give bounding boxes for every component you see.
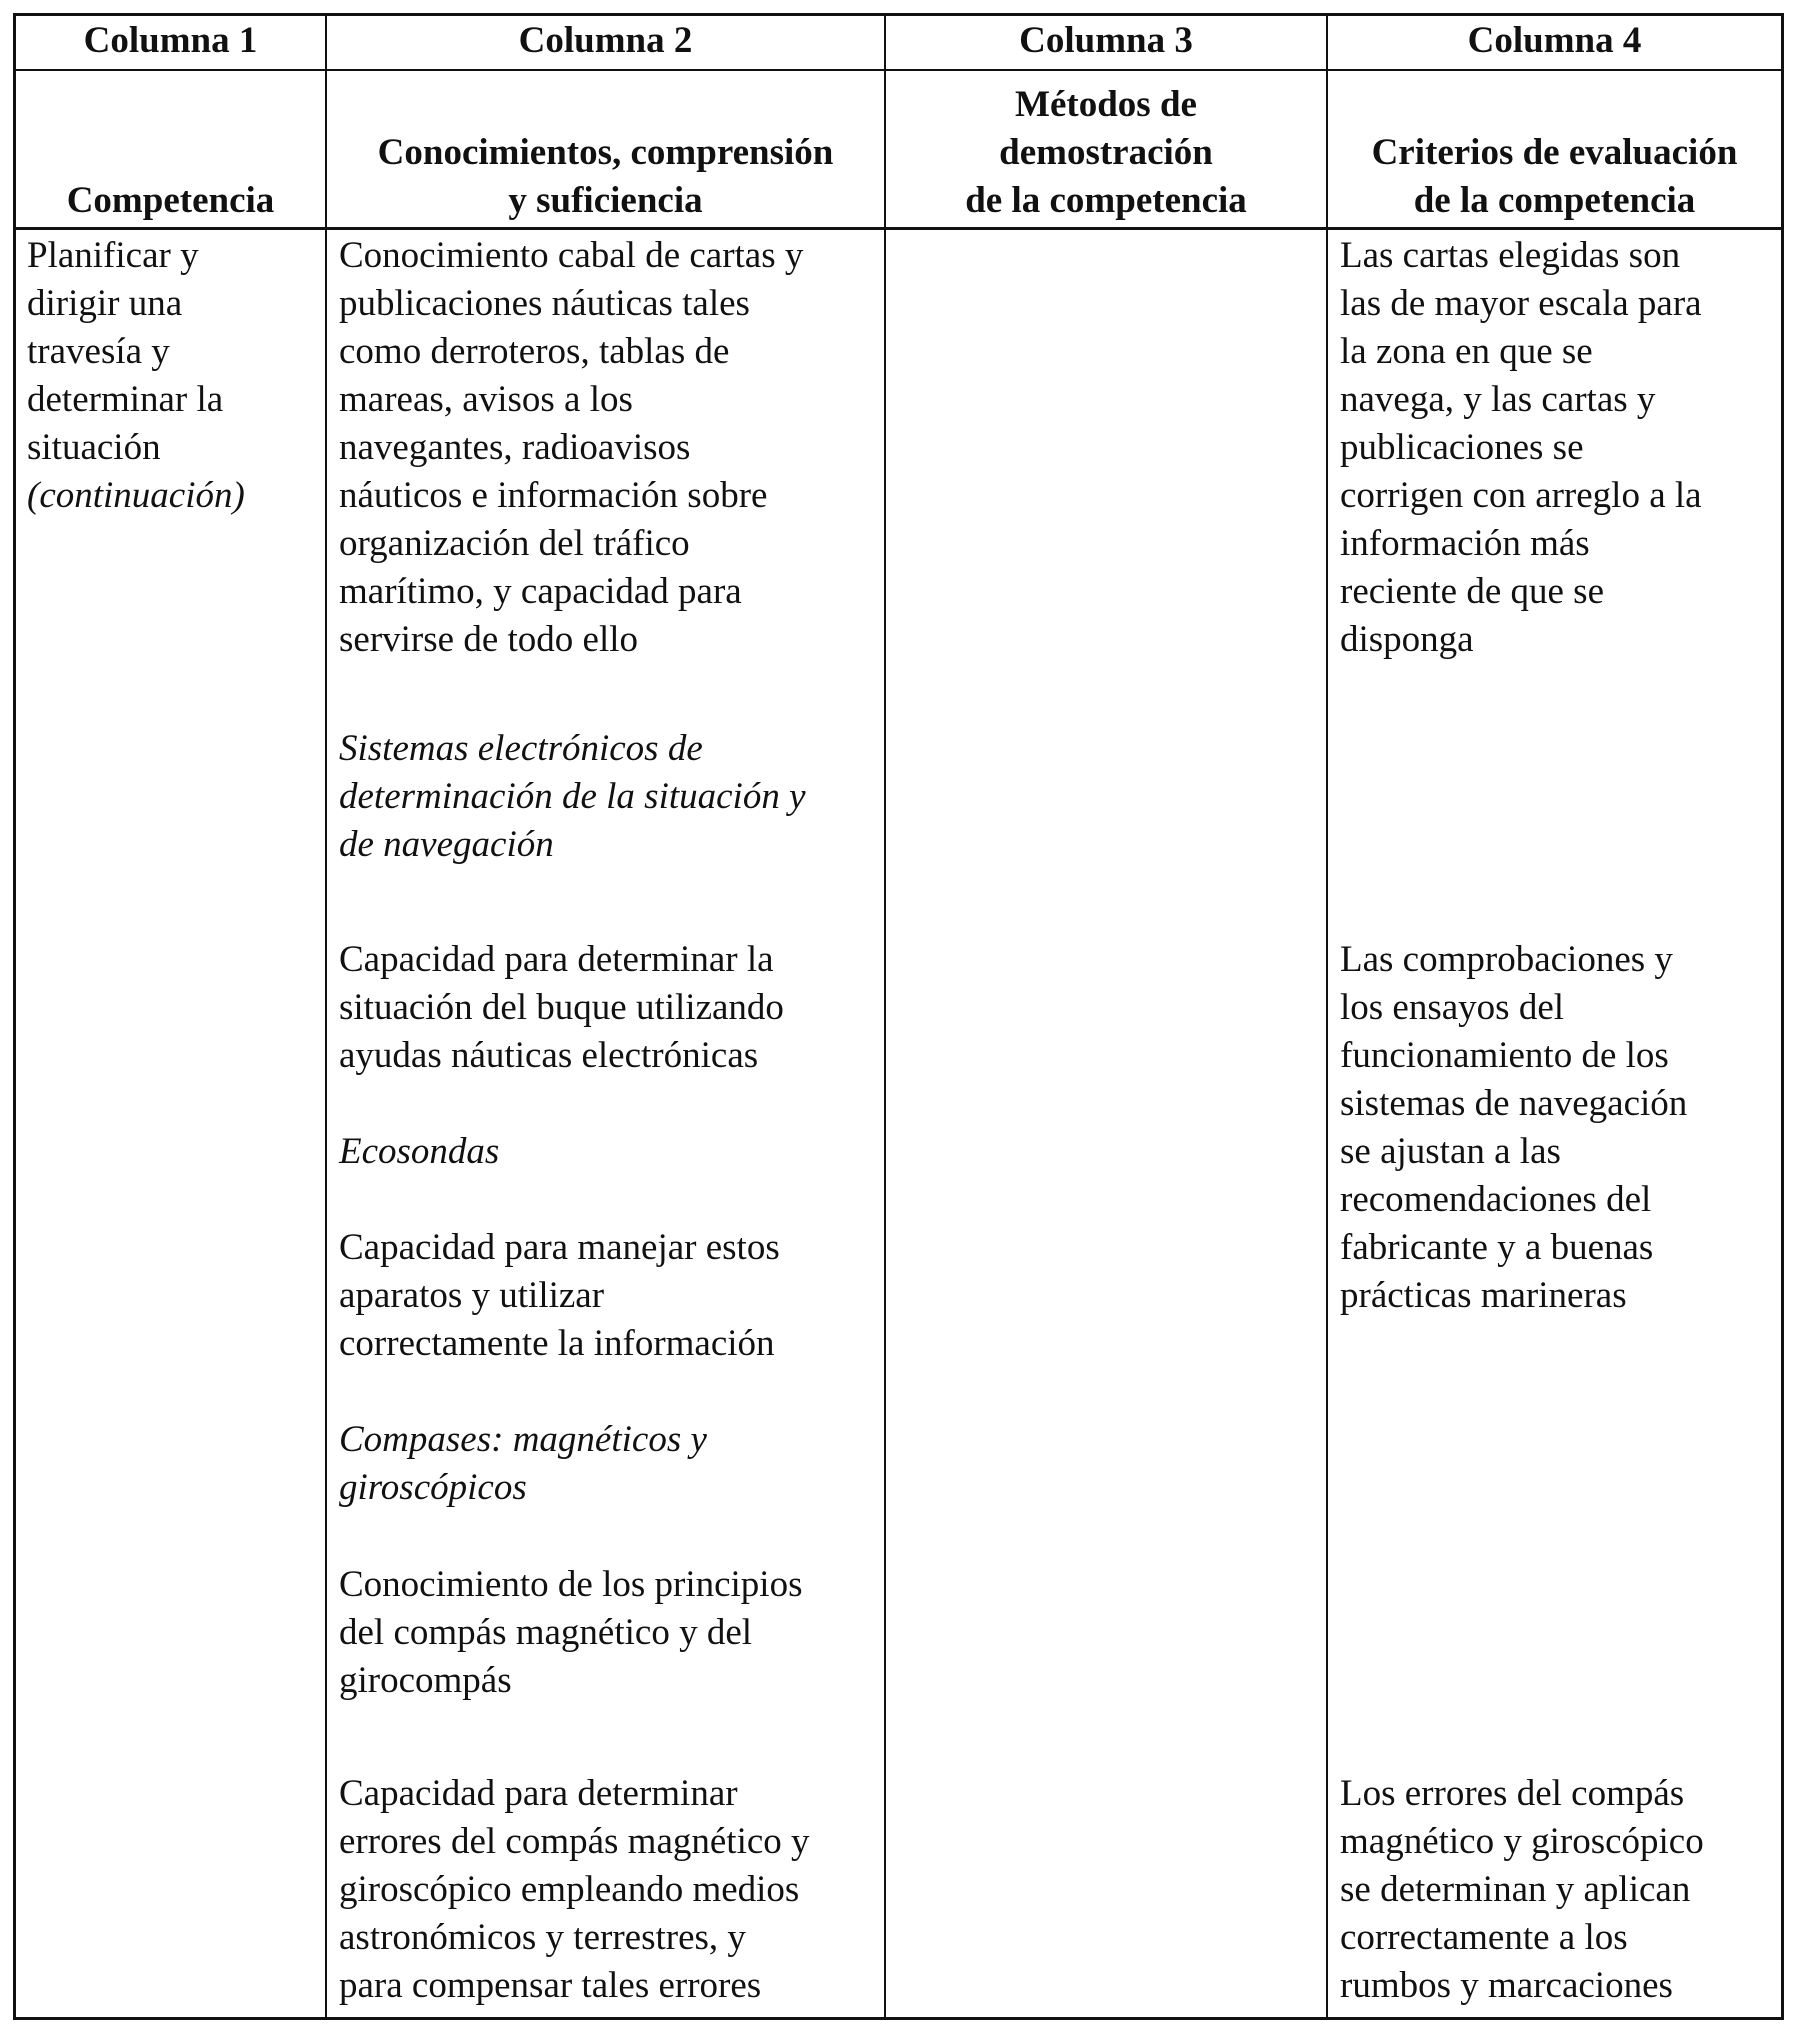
column-4-title: Criterios de evaluación de la competencia bbox=[1371, 132, 1738, 221]
knowledge-charts-publications: Conocimiento cabal de cartas y publicaciones náuticas tales como derroteros, tablas de mareas, avisos a los navegantes, radioavisos náuticos e información sobre organización del tráfico marítimo, y capacidad para servirse de todo ello bbox=[339, 235, 804, 660]
criterion-navigation-systems: Las comprobaciones y los ensayos del funcionamiento de los sistemas de navegación se ajustan a las recomendaciones del fabricante y a buenas prácticas marineras bbox=[1340, 939, 1688, 1316]
column-divider-3 bbox=[1326, 13, 1328, 2020]
knowledge-compass-errors: Capacidad para determinar errores del compás magnético y giroscópico empleando medios astronómicos y terrestres, y para compensar tales errores bbox=[339, 1773, 810, 2006]
competence-table bbox=[13, 13, 1784, 2020]
column-2-title: Conocimientos, comprensión y suficiencia bbox=[377, 132, 834, 221]
table-border-left bbox=[13, 13, 16, 2020]
competence-text: Planificar y dirigir una travesía y determinar la situación bbox=[27, 235, 224, 468]
heading-electronic-systems: Sistemas electrónicos de determinación de la situación y de navegación bbox=[339, 728, 806, 865]
table-border-bottom bbox=[13, 2017, 1784, 2020]
heading-echo-sounders: Ecosondas bbox=[339, 1131, 500, 1172]
knowledge-electronic-position: Capacidad para determinar la situación del buque utilizando ayudas náuticas electrónicas bbox=[339, 939, 784, 1076]
table-border-top bbox=[13, 13, 1784, 16]
column-divider-2 bbox=[884, 13, 886, 2020]
header-number-row-divider bbox=[13, 69, 1784, 71]
heading-compasses: Compases: magnéticos y giroscópicos bbox=[339, 1419, 707, 1508]
column-1-title: Competencia bbox=[66, 180, 275, 221]
knowledge-compass-principles: Conocimiento de los principios del compás magnético y del girocompás bbox=[339, 1564, 803, 1701]
header-bottom-divider bbox=[13, 227, 1784, 230]
competence-continuation: (continuación) bbox=[27, 475, 245, 516]
criterion-compass-errors: Los errores del compás magnético y giroscópico se determinan y aplican correctamente a los rumbos y marcaciones bbox=[1340, 1773, 1704, 2006]
table-border-right bbox=[1781, 13, 1784, 2020]
column-divider-1 bbox=[325, 13, 327, 2020]
column-4-number: Columna 4 bbox=[1467, 20, 1642, 61]
column-1-number: Columna 1 bbox=[83, 20, 258, 61]
column-2-number: Columna 2 bbox=[518, 20, 693, 61]
column-3-number: Columna 3 bbox=[1019, 20, 1193, 61]
criterion-charts: Las cartas elegidas son las de mayor escala para la zona en que se navega, y las cartas y publicaciones se corrigen con arreglo a la información más reciente de que se disponga bbox=[1340, 235, 1702, 660]
knowledge-echo-sounders: Capacidad para manejar estos aparatos y utilizar correctamente la información bbox=[339, 1227, 780, 1364]
column-3-title: Métodos de demostración de la competencia bbox=[965, 84, 1247, 221]
